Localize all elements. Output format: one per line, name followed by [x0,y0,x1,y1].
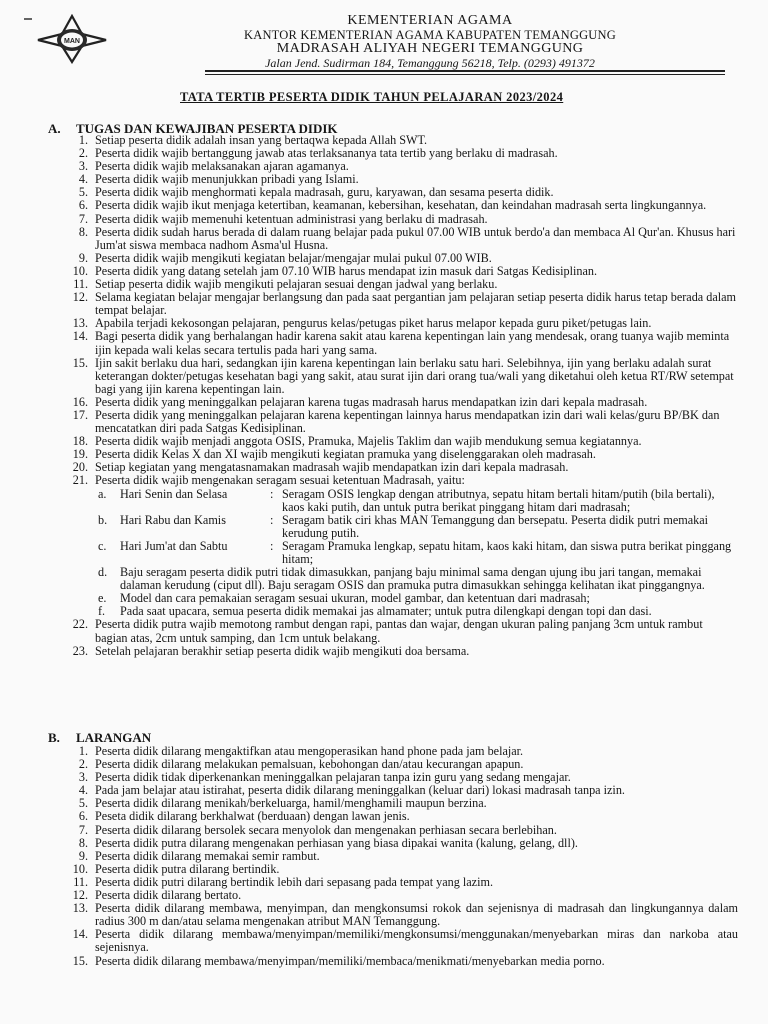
item-text: Peserta didik yang meninggalkan pelajaran karena tugas madrasah harus mendapatkan izin dari kepala madrasah. [95,394,648,409]
list-item [68,357,738,396]
uniform-item: b. Hari Rabu dan Kamis : Seragam batik ciri khas MAN Temanggung dan bersepatu. Peserta didik putri memakai kerudung putih. [95,514,738,540]
sub-letter: f. [98,604,106,619]
list-item [68,291,738,317]
item-number: 8. [78,224,88,239]
item-number: 12. [72,888,88,903]
letterhead-rule-thin [205,74,725,75]
section-a-list [68,134,738,658]
item-number: 22. [72,617,88,632]
uniform-text: Seragam Pramuka lengkap, sepatu hitam, kaos kaki hitam, dan siswa putra berikat pinggang hitam; [282,538,732,566]
note-text: Pada saat upacara, semua peserta didik memakai jas almamater; untuk putra dilengkapi dengan topi dan dasi. [120,604,652,619]
section-b-list [68,745,738,968]
letterhead-address: Jalan Jend. Sudirman 184, Temanggung 56218, Telp. (0293) 491372 [265,56,595,70]
letterhead-rule [205,70,725,72]
item-number: 21. [72,473,88,488]
item-number: 13. [72,901,88,916]
sub-letter: b. [98,512,108,527]
list-item [68,955,738,968]
item-text: Peserta didik wajib melaksanakan ajaran agamanya. [95,159,349,174]
item-number: 10. [72,861,88,876]
item-number: 14. [72,927,88,942]
list-item [68,645,738,658]
item-number: 16. [72,394,88,409]
sub-letter: d. [98,565,108,580]
item-text: Setiap peserta didik wajib mengikuti pelajaran sesuai dengan jadwal yang berlaku. [95,277,498,292]
item-text: Peserta didik dilarang membawa/menyimpan/memiliki/mengkonsumsi/menggunakan/menyebarkan miras dan narkoba atau sejenisnya. [95,927,738,955]
uniform-item: c. Hari Jum'at dan Sabtu : Seragam Pramuka lengkap, sepatu hitam, kaos kaki hitam, dan siswa putra berikat pinggang hitam; [95,540,738,566]
item-number: 4. [78,783,88,798]
list-item [68,330,738,356]
item-text: Pada jam belajar atau istirahat, peserta didik dilarang meninggalkan (keluar dari) lokasi madrasah tanpa izin. [95,783,625,798]
document-title: TATA TERTIB PESERTA DIDIK TAHUN PELAJARAN 2023/2024 [180,90,564,104]
letterhead-ministry: KEMENTERIAN AGAMA [347,13,513,28]
item-number: 6. [78,809,88,824]
letterhead-school: MADRASAH ALIYAH NEGERI TEMANGGUNG [276,41,584,56]
item-text: Peserta didik dilarang menikah/berkeluarga, hamil/menghamili maupun berzina. [95,796,487,811]
item-number: 2. [78,146,88,161]
item-text: Selama kegiatan belajar mengajar berlangsung dan pada saat pergantian jam pelajaran setiap peserta didik harus tetap berada dalam tempat belajar. [95,290,737,318]
item-number: 14. [72,329,88,344]
section-b-letter: B. [48,730,60,745]
section-a-title: TUGAS DAN KEWAJIBAN PESERTA DIDIK [76,121,338,136]
item-text: Peserta didik wajib mengenakan seragam sesuai ketentuan Madrasah, yaitu: [95,473,465,488]
item-number: 1. [78,744,88,758]
uniform-text: Seragam OSIS lengkap dengan atributnya, sepatu hitam bertali hitam/putih (bila bertali), kaos kaki putih, dan untuk putra berikat pinggang hitam dari madrasah; [282,486,715,514]
item-text: Bagi peserta didik yang berhalangan hadir karena sakit atau karena kepentingan lain yang mendesak, orang tuanya wajib meminta ijin kepada wali kelas secara tertulis pada hari yang sama. [95,329,730,357]
item-number: 5. [78,185,88,200]
uniform-item: a. Hari Senin dan Selasa : Seragam OSIS lengkap dengan atributnya, sepatu hitam bertali hitam/putih (bila bertali), kaos kaki putih, dan untuk putra berikat pinggang hitam dari madrasah; [95,488,738,514]
item-number: 13. [72,316,88,331]
item-number: 4. [78,172,88,187]
item-number: 19. [72,447,88,462]
item-text: Ijin sakit berlaku dua hari, sedangkan ijin karena kepentingan lain berlaku satu hari. Selebihnya, ijin yang berlaku adalah surat keterangan dokter/petugas kesehatan bagi yang sakit, atau surat ijin dari orang tua/wali yang diketahui oleh ketua RT/RW setempat bagi yang ijin karena kepentingan lain. [95,355,734,396]
item-number: 1. [78,133,88,147]
item-number: 9. [78,848,88,863]
item-text: Peserta didik tidak diperkenankan meninggalkan pelajaran tanpa izin guru yang sedang mengajar. [95,770,571,785]
item-text: Peserta didik dilarang membawa/menyimpan/memiliki/membaca/menikmati/menyebarkan media porno. [95,953,605,968]
uniform-note [95,566,738,592]
item-number: 10. [72,263,88,278]
item-number: 2. [78,757,88,772]
item-text: Peserta didik putri dilarang bertindik lebih dari sepasang pada tempat yang lazim. [95,874,494,889]
list-item [68,226,738,252]
list-item [68,409,738,435]
item-number: 7. [78,822,88,837]
item-text: Peserta didik putra wajib memotong rambut dengan rapi, pantas dan wajar, dengan ukuran paling panjang 3cm untuk rambut bagian atas, 2cm untuk samping, dan 1cm untuk belakang. [95,617,703,645]
item-number: 15. [72,355,88,370]
note-text: Baju seragam peserta didik putri tidak dimasukkan, panjang baju minimal sama dengan ujung ibu jari tangan, memakai dalaman kerudung (ciput dll). Baju seragam OSIS dan pramuka putra dimasukkan sehingga kelihatan ikat pinggangnya. [120,565,705,593]
item-number: 3. [78,770,88,785]
item-number: 3. [78,159,88,174]
item-number: 17. [72,407,88,422]
item-text: Peserta didik dilarang memakai semir rambut. [95,848,320,863]
uniform-day: Hari Jum'at dan Sabtu [120,538,228,553]
item-number: 15. [72,953,88,968]
list-item [68,902,738,928]
uniform-schedule [95,488,738,619]
letterhead-office: KANTOR KEMENTERIAN AGAMA KABUPATEN TEMANGGUNG [244,28,616,42]
item-number: 12. [72,290,88,305]
item-text: Peserta didik wajib ikut menjaga ketertiban, keamanan, kebersihan, kesehatan, dan keindahan madrasah serta lingkungannya. [95,198,707,213]
item-number: 9. [78,250,88,265]
item-text: Peserta didik wajib mengikuti kegiatan belajar/mengajar mulai pukul 07.00 WIB. [95,250,492,265]
item-number: 5. [78,796,88,811]
list-item [68,474,738,618]
item-text: Setiap peserta didik adalah insan yang bertaqwa kepada Allah SWT. [95,133,428,147]
uniform-day: Hari Senin dan Selasa [120,486,228,501]
section-b-title: LARANGAN [76,730,152,745]
item-text: Peserta didik dilarang bertato. [95,888,242,903]
ministry-logo [22,14,122,64]
item-text: Apabila terjadi kekosongan pelajaran, pengurus kelas/petugas piket harus melapor kepada guru piket/petugas lain. [95,316,652,331]
uniform-text: Seragam batik ciri khas MAN Temanggung dan bersepatu. Peserta didik putri memakai kerudung putih. [282,512,709,540]
item-text: Peserta didik putra dilarang mengenakan perhiasan yang biasa dipakai wanita (kalung, gelang, dll). [95,835,578,850]
item-text: Peserta didik yang meninggalkan pelajaran karena kepentingan lainnya harus mendapatkan izin dari wali kelas/guru BP/BK dan mencatatkan diri pada Satgas Kedisiplinan. [95,407,720,436]
sub-letter: e. [98,591,107,606]
item-number: 8. [78,835,88,850]
item-number: 20. [72,460,88,475]
item-text: Setiap kegiatan yang mengatasnamakan madrasah wajib mendapatkan izin dari kepala madrasah. [95,460,569,475]
item-number: 18. [72,434,88,449]
item-text: Peserta didik dilarang membawa, menyimpan, dan mengkonsumsi rokok dan sejenisnya di madrasah dan lingkungannya dalam radius 300 m dan/atau selama mengenakan atribut MAN Temanggung. [95,901,738,929]
item-text: Peserta didik wajib bertanggung jawab atas terlaksananya tata tertib yang berlaku di madrasah. [95,146,558,161]
item-number: 23. [72,643,88,658]
item-number: 11. [73,874,88,889]
item-text: Peseta didik dilarang berkhalwat (berduaan) dengan lawan jenis. [95,809,410,824]
item-text: Peserta didik Kelas X dan XI wajib mengikuti kegiatan pramuka yang diselenggarakan oleh madrasah. [95,447,596,462]
item-text: Peserta didik wajib menghormati kepala madrasah, guru, karyawan, dan sesama peserta didik. [95,185,554,200]
item-text: Peserta didik wajib menunjukkan pribadi yang Islami. [95,172,359,187]
logo-text: MAN [64,38,80,45]
item-text: Peserta didik sudah harus berada di dalam ruang belajar pada pukul 07.00 WIB untuk berdo'a dan membaca Al Qur'an. Khusus hari Jum'at siswa membaca nadhom Asma'ul Husna. [95,224,736,252]
list-item [68,928,738,954]
list-item [68,618,738,644]
item-number: 6. [78,198,88,213]
item-text: Peserta didik wajib menjadi anggota OSIS, Pramuka, Majelis Taklim dan wajib mendukung semua kegiatannya. [95,434,642,449]
note-text: Model dan cara pemakaian seragam sesuai ukuran, model gambar, dan ketentuan dari madrasah; [120,591,590,606]
section-a-letter: A. [48,121,61,136]
item-text: Peserta didik dilarang mengaktifkan atau mengoperasikan hand phone pada jam belajar. [95,744,524,758]
item-text: Peserta didik dilarang bersolek secara menyolok dan mengenakan perhiasan secara berlebihan. [95,822,557,837]
uniform-day: Hari Rabu dan Kamis [120,512,226,527]
item-text: Peserta didik putra dilarang bertindik. [95,861,280,876]
item-text: Peserta didik dilarang melakukan pemalsuan, kebohongan dan/atau kecurangan apapun. [95,757,524,772]
item-text: Peserta didik yang datang setelah jam 07.10 WIB harus mendapat izin masuk dari Satgas Kedisiplinan. [95,263,598,278]
item-number: 11. [73,277,88,292]
sub-letter: c. [98,538,107,553]
sub-letter: a. [98,486,107,501]
item-text: Setelah pelajaran berakhir setiap peserta didik wajib mengikuti doa bersama. [95,643,470,658]
item-text: Peserta didik wajib memenuhi ketentuan administrasi yang berlaku di madrasah. [95,211,488,226]
item-number: 7. [78,211,88,226]
